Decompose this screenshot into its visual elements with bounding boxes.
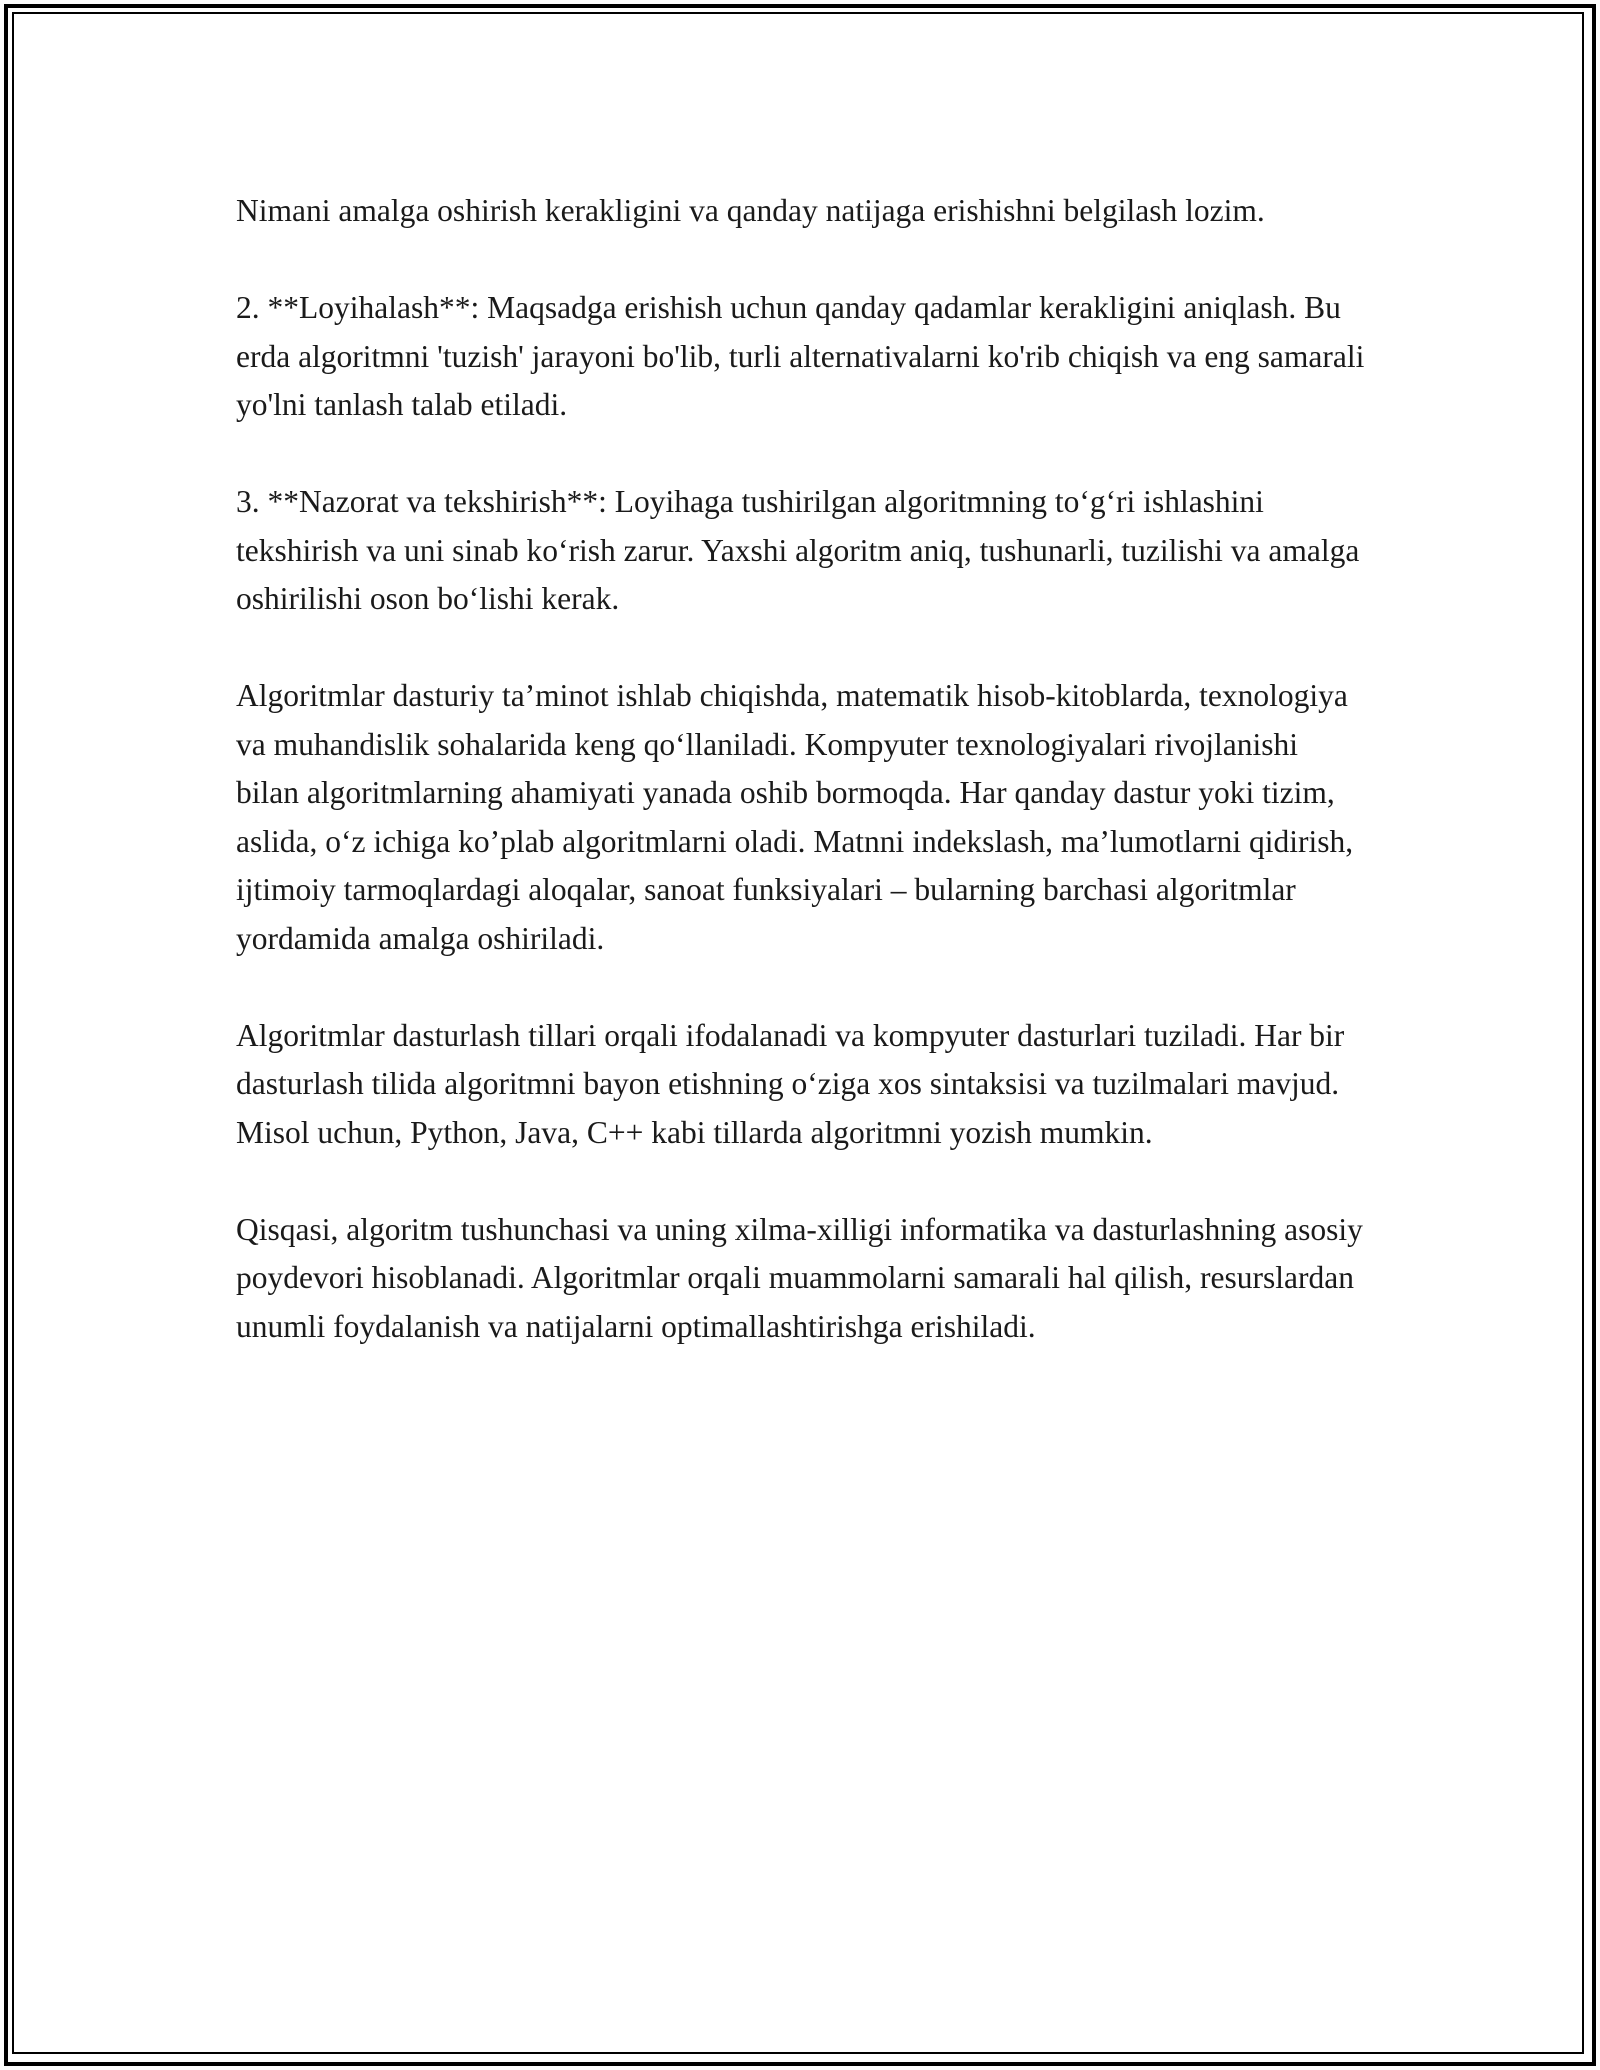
- paragraph-conclusion: Qisqasi, algoritm tushunchasi va uning xilma-xilligi informatika va dasturlashning asosiy poydevori hisoblanadi. Algoritmlar orqali muammolarni samarali hal qilish, resurslardan unumli foydalanish va natijalarni optimallashtirishga erishiladi.: [236, 1211, 1363, 1344]
- document-body: [236, 187, 1366, 1400]
- paragraph-programming-languages: Algoritmlar dasturlash tillari orqali ifodalanadi va kompyuter dasturlari tuziladi. Har bir dasturlash tilida algoritmni bayon etishning o‘ziga xos sintaksisi va tuzilmalari mavjud. Misol uchun, Python, Java, C++ kabi tillarda algoritmni yozish mumkin.: [236, 1017, 1345, 1150]
- paragraph-algorithm-applications: Algoritmlar dasturiy ta’minot ishlab chiqishda, matematik hisob-kitoblarda, texnologiya va muhandislik sohalarida keng qo‘llaniladi. Kompyuter texnologiyalari rivojlanishi bilan algoritmlarning ahamiyati yanada oshib bormoqda. Har qanday dastur yoki tizim, aslida, o‘z ichiga ko’plab algoritmlarni oladi. Matnni indekslash, ma’lumotlarni qidirish, ijtimoiy tarmoqlardagi aloqalar, sanoat funksiyalari – bularning barchasi algoritmlar yordamida amalga oshiriladi.: [236, 678, 1354, 956]
- paragraph-verification-step: 3. **Nazorat va tekshirish**: Loyihaga tushirilgan algoritmning to‘g‘ri ishlashini tekshirish va uni sinab ko‘rish zarur. Yaxshi algoritm aniq, tushunarli, tuzilishi va amalga oshirilishi oson bo‘lishi kerak.: [236, 484, 1360, 616]
- paragraph-design-step: 2. **Loyihalash**: Maqsadga erishish uchun qanday qadamlar kerakligini aniqlash. Bu erda algoritmni 'tuzish' jarayoni bo'lib, turli alternativalarni ko'rib chiqish va eng samarali yo'lni tanlash talab etiladi.: [236, 290, 1365, 422]
- paragraph-goal-definition: Nimani amalga oshirish kerakligini va qanday natijaga erishishni belgilash lozim.: [236, 193, 1265, 228]
